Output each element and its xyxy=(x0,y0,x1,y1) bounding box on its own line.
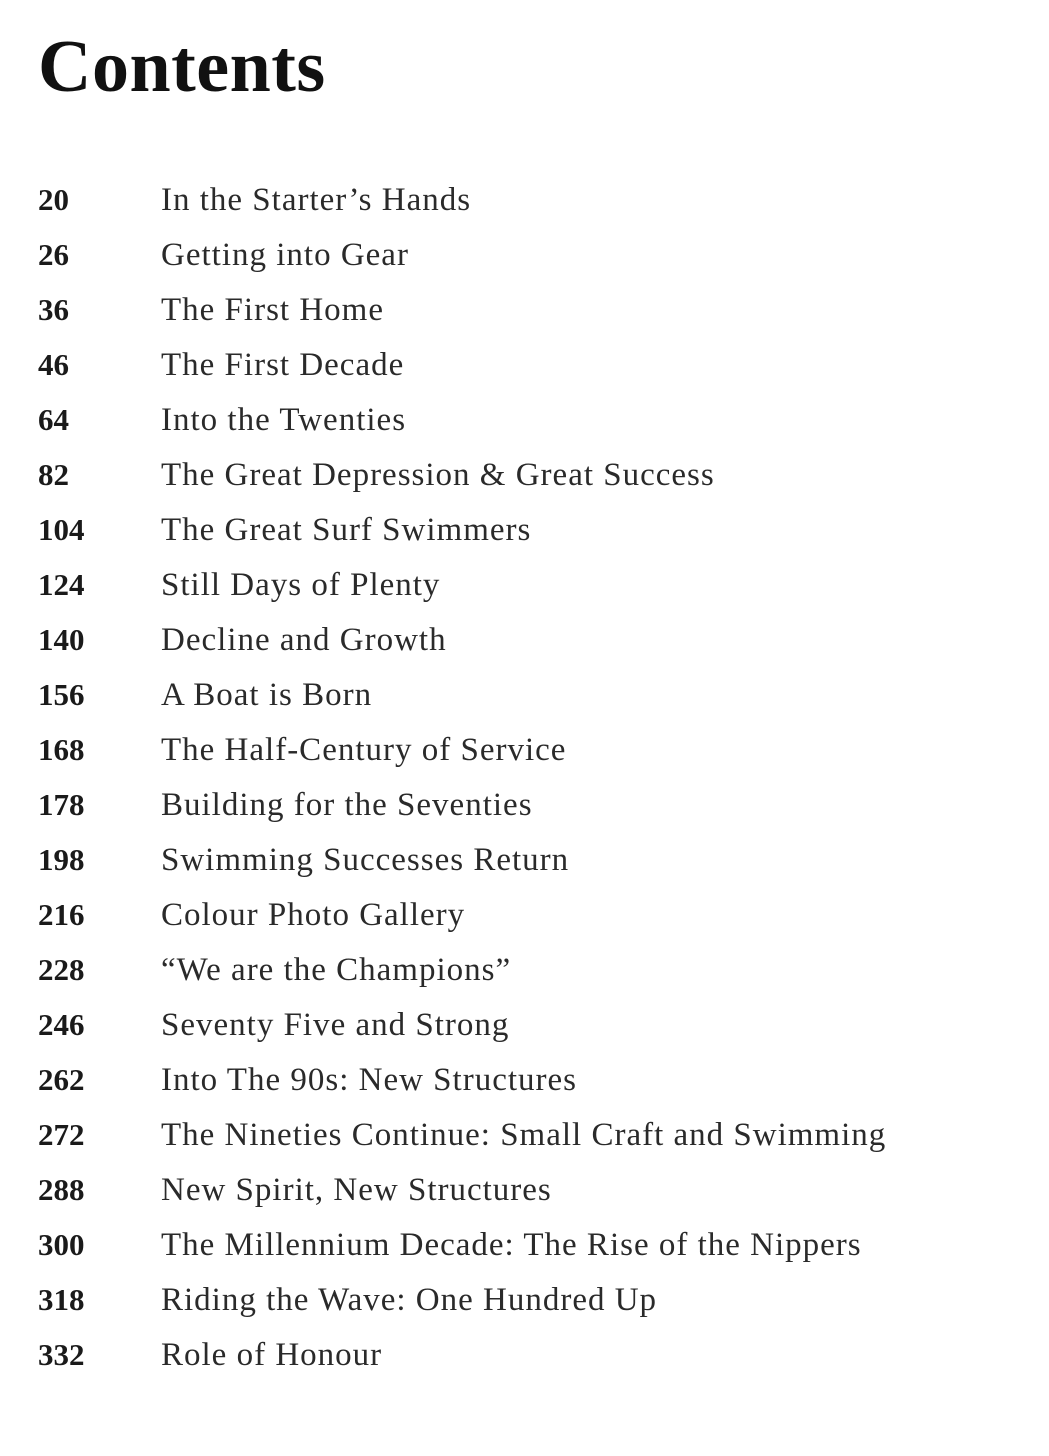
toc-chapter-title: In the Starter’s Hands xyxy=(161,182,472,218)
toc-entry[interactable] xyxy=(38,557,1028,612)
toc-entry[interactable] xyxy=(38,337,1028,392)
toc-chapter-title: New Spirit, New Structures xyxy=(161,1172,552,1208)
toc-page-number: 198 xyxy=(38,842,85,877)
toc-chapter-title: Into the Twenties xyxy=(161,402,407,438)
toc-page-number: 36 xyxy=(38,292,69,327)
toc-entry[interactable] xyxy=(38,1162,1028,1217)
toc-page-number: 26 xyxy=(38,237,69,272)
toc-entry[interactable] xyxy=(38,1272,1028,1327)
toc-entry[interactable] xyxy=(38,832,1028,887)
toc-page-number: 288 xyxy=(38,1172,85,1207)
toc-entry[interactable] xyxy=(38,1052,1028,1107)
toc-entry[interactable] xyxy=(38,502,1028,557)
toc-page-number: 156 xyxy=(38,677,85,712)
toc-entry[interactable] xyxy=(38,282,1028,337)
toc-page-number: 228 xyxy=(38,952,85,987)
toc-page-number: 272 xyxy=(38,1117,85,1152)
toc-page-number: 300 xyxy=(38,1227,85,1262)
toc-page-number: 140 xyxy=(38,622,85,657)
toc-chapter-title: Building for the Seventies xyxy=(161,787,533,823)
toc-entry[interactable] xyxy=(38,722,1028,777)
toc-chapter-title: Role of Honour xyxy=(161,1337,383,1373)
toc-chapter-title: The Nineties Continue: Small Craft and Swimming xyxy=(161,1117,887,1153)
toc-page-number: 318 xyxy=(38,1282,85,1317)
table-of-contents xyxy=(38,172,1028,1382)
toc-entry[interactable] xyxy=(38,887,1028,942)
toc-chapter-title: Riding the Wave: One Hundred Up xyxy=(161,1282,658,1318)
toc-entry[interactable] xyxy=(38,1327,1028,1382)
toc-entry[interactable] xyxy=(38,1107,1028,1162)
toc-entry[interactable] xyxy=(38,997,1028,1052)
toc-chapter-title: Still Days of Plenty xyxy=(161,567,441,603)
toc-chapter-title: A Boat is Born xyxy=(161,677,373,713)
toc-page-number: 64 xyxy=(38,402,69,437)
toc-chapter-title: The Half-Century of Service xyxy=(161,732,567,768)
toc-chapter-title: Getting into Gear xyxy=(161,237,409,273)
toc-page-number: 246 xyxy=(38,1007,85,1042)
toc-page-number: 168 xyxy=(38,732,85,767)
toc-entry[interactable] xyxy=(38,667,1028,722)
toc-chapter-title: The Great Surf Swimmers xyxy=(161,512,532,548)
toc-page-number: 82 xyxy=(38,457,69,492)
toc-page-number: 262 xyxy=(38,1062,85,1097)
toc-entry[interactable] xyxy=(38,612,1028,667)
toc-entry[interactable] xyxy=(38,172,1028,227)
toc-chapter-title: Seventy Five and Strong xyxy=(161,1007,510,1043)
toc-entry[interactable] xyxy=(38,392,1028,447)
toc-entry[interactable] xyxy=(38,1217,1028,1272)
toc-page-number: 216 xyxy=(38,897,85,932)
toc-chapter-title: “We are the Champions” xyxy=(161,952,512,988)
toc-page-number: 178 xyxy=(38,787,85,822)
toc-chapter-title: Swimming Successes Return xyxy=(161,842,570,878)
toc-entry[interactable] xyxy=(38,942,1028,997)
toc-entry[interactable] xyxy=(38,447,1028,502)
toc-page-number: 124 xyxy=(38,567,85,602)
toc-chapter-title: Decline and Growth xyxy=(161,622,447,658)
toc-chapter-title: The Great Depression & Great Success xyxy=(161,457,715,493)
toc-chapter-title: Colour Photo Gallery xyxy=(161,897,466,933)
toc-entry[interactable] xyxy=(38,227,1028,282)
page-title: Contents xyxy=(38,26,326,108)
toc-page-number: 332 xyxy=(38,1337,85,1372)
toc-chapter-title: The First Decade xyxy=(161,347,405,383)
toc-entry[interactable] xyxy=(38,777,1028,832)
toc-page-number: 104 xyxy=(38,512,85,547)
toc-chapter-title: The Millennium Decade: The Rise of the Nippers xyxy=(161,1227,862,1263)
toc-chapter-title: The First Home xyxy=(161,292,384,328)
toc-page-number: 20 xyxy=(38,182,69,217)
toc-page-number: 46 xyxy=(38,347,69,382)
toc-chapter-title: Into The 90s: New Structures xyxy=(161,1062,577,1098)
